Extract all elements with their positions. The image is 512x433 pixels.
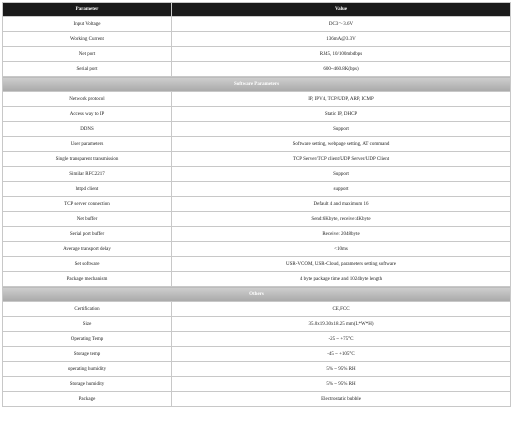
value-cell: Support — [172, 122, 511, 137]
table-row — [3, 362, 511, 377]
table-row — [3, 32, 511, 47]
table-row — [3, 182, 511, 197]
table-row — [3, 347, 511, 362]
parameter-cell: operating humidity — [3, 362, 172, 377]
table-row — [3, 302, 511, 317]
parameter-cell: TCP server connection — [3, 197, 172, 212]
header-parameter: Parameter — [3, 3, 172, 17]
table-row — [3, 227, 511, 242]
table-body — [3, 3, 511, 407]
value-cell: Static IP, DHCP — [172, 107, 511, 122]
value-cell: 5% ~ 95% RH — [172, 377, 511, 392]
parameter-cell: Similar RFC2217 — [3, 167, 172, 182]
parameter-table — [2, 2, 511, 407]
table-row — [3, 47, 511, 62]
section-header-row — [3, 77, 511, 92]
value-cell: IP, IPV4, TCP/UDP, ARP, ICMP — [172, 92, 511, 107]
parameter-cell: Working Current — [3, 32, 172, 47]
value-cell: 5% ~ 95% RH — [172, 362, 511, 377]
table-row — [3, 197, 511, 212]
table-row — [3, 377, 511, 392]
value-cell: support — [172, 182, 511, 197]
section-header-row — [3, 287, 511, 302]
parameter-cell: Package — [3, 392, 172, 407]
parameter-cell: Net port — [3, 47, 172, 62]
parameter-cell: Single transparent transmission — [3, 152, 172, 167]
table-row — [3, 92, 511, 107]
parameter-cell: Operating Temp — [3, 332, 172, 347]
value-cell: -25 ~ +75°C — [172, 332, 511, 347]
table-row — [3, 17, 511, 32]
parameter-cell: Net buffer — [3, 212, 172, 227]
parameter-cell: Set software — [3, 257, 172, 272]
parameter-cell: Serial port buffer — [3, 227, 172, 242]
parameter-cell: Storage humidity — [3, 377, 172, 392]
value-cell: Support — [172, 167, 511, 182]
parameter-cell: httpd client — [3, 182, 172, 197]
value-cell: CE,FCC — [172, 302, 511, 317]
table-row — [3, 272, 511, 287]
table-header-row — [3, 3, 511, 17]
table-row — [3, 122, 511, 137]
parameter-cell: Input Voltage — [3, 17, 172, 32]
value-cell: RJ45, 10/100mbdbps — [172, 47, 511, 62]
table-row — [3, 137, 511, 152]
table-row — [3, 257, 511, 272]
parameter-cell: Size — [3, 317, 172, 332]
parameter-cell: Network protocol — [3, 92, 172, 107]
value-cell: Send:6Kbyte, receive:4Kbyte — [172, 212, 511, 227]
table-row — [3, 332, 511, 347]
table-row — [3, 62, 511, 77]
parameter-cell: Certification — [3, 302, 172, 317]
value-cell: USR-VCOM, USR-Cloud, parameters setting software — [172, 257, 511, 272]
table-row — [3, 107, 511, 122]
parameter-cell: Access way to IP — [3, 107, 172, 122]
table-row — [3, 212, 511, 227]
table-row — [3, 167, 511, 182]
value-cell: 600~460.8K(bps) — [172, 62, 511, 77]
header-value: Value — [172, 3, 511, 17]
table-row — [3, 152, 511, 167]
table-row — [3, 317, 511, 332]
value-cell: DC3～3.6V — [172, 17, 511, 32]
value-cell: -45 ~ +105°C — [172, 347, 511, 362]
parameter-cell: Average transport delay — [3, 242, 172, 257]
parameter-cell: Storage temp — [3, 347, 172, 362]
parameter-cell: Package mechanism — [3, 272, 172, 287]
value-cell: Software setting, webpage setting, AT command — [172, 137, 511, 152]
value-cell: Electrostatic bubble — [172, 392, 511, 407]
table-row — [3, 392, 511, 407]
parameter-cell: Serial port — [3, 62, 172, 77]
value-cell: Receive: 2048byte — [172, 227, 511, 242]
value-cell: TCP Server/TCP client/UDP Server/UDP Client — [172, 152, 511, 167]
parameter-cell: User parameters — [3, 137, 172, 152]
value-cell: <10ms — [172, 242, 511, 257]
table-row — [3, 242, 511, 257]
parameter-cell: DDNS — [3, 122, 172, 137]
value-cell: Default 4 and maximum 16 — [172, 197, 511, 212]
section-title: Software Parameters — [3, 77, 511, 92]
value-cell: 35.0x19.30x18.25 mm(L*W*H) — [172, 317, 511, 332]
value-cell: 136mA@3.3V — [172, 32, 511, 47]
value-cell: 4 byte package time and 1024byte length — [172, 272, 511, 287]
section-title: Others — [3, 287, 511, 302]
